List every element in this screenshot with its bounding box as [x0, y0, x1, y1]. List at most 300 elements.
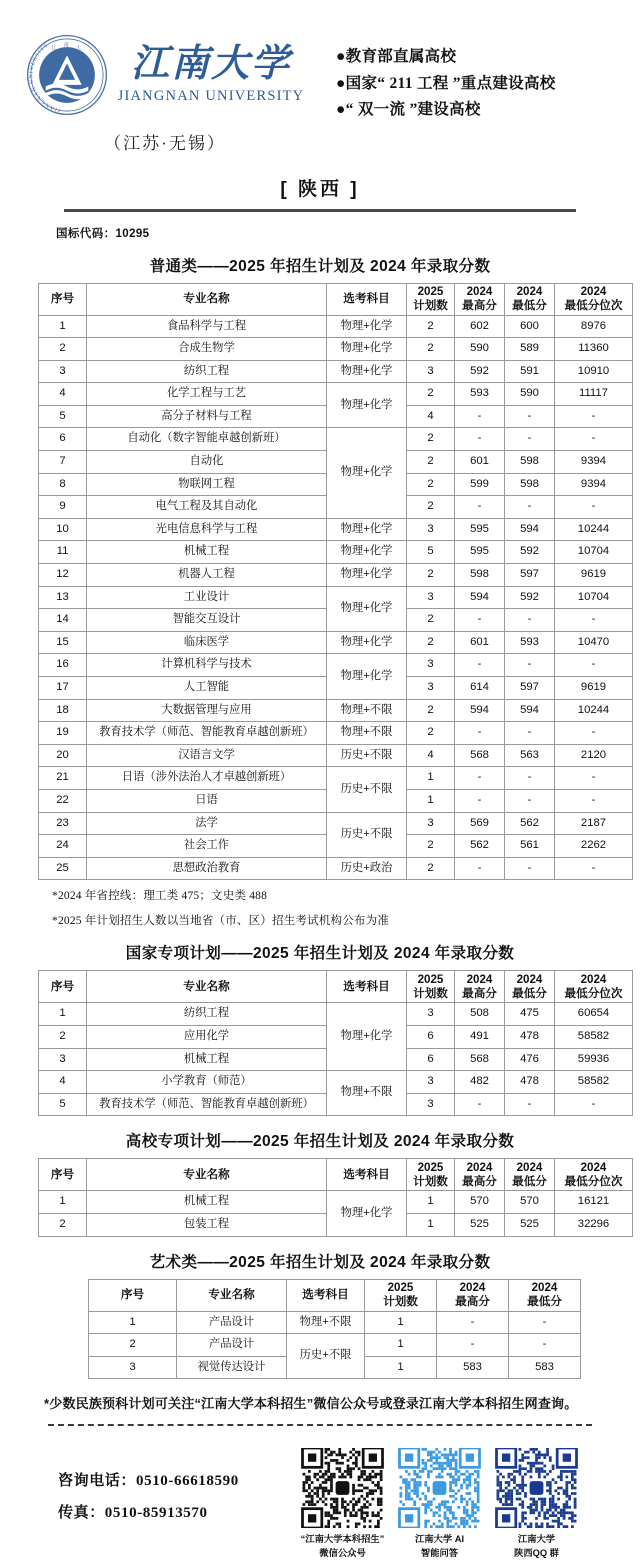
- badge-item: ●国家“ 211 工程 ”重点建设高校: [336, 74, 556, 92]
- col-high: 2024 最高分: [455, 1159, 505, 1191]
- cell-major: 计算机科学与技术: [87, 654, 327, 677]
- cell-rank: 2120: [555, 744, 633, 767]
- cell-low: 570: [505, 1191, 555, 1214]
- cell-high: 595: [455, 541, 505, 564]
- cell-rank: 10244: [555, 518, 633, 541]
- table-row: [39, 857, 633, 880]
- cell-major: 纺织工程: [87, 1003, 327, 1026]
- cell-rank: 58582: [555, 1025, 633, 1048]
- cell-major: 大数据管理与应用: [87, 699, 327, 722]
- col-low: 2024 最低分: [505, 283, 555, 315]
- cell-subject: 物理+不限: [287, 1311, 365, 1334]
- qr-code-caption: 江南大学 AI 智能问答: [414, 1534, 465, 1558]
- cell-major: 食品科学与工程: [87, 315, 327, 338]
- cell-subject: 物理+化学: [327, 428, 407, 518]
- qr-code-item: [494, 1448, 579, 1560]
- cell-plan: 3: [407, 1003, 455, 1026]
- svg-text:南: 南: [63, 43, 69, 49]
- cell-rank: 10470: [555, 631, 633, 654]
- national-special-plan-table: [38, 970, 633, 1116]
- cell-no: 19: [39, 722, 87, 745]
- cell-high: 601: [455, 451, 505, 474]
- cell-plan: 2: [407, 564, 455, 587]
- cell-rank: -: [555, 654, 633, 677]
- cell-no: 3: [89, 1356, 177, 1379]
- cell-rank: 2262: [555, 835, 633, 858]
- cell-plan: 1: [407, 1191, 455, 1214]
- cell-high: -: [455, 428, 505, 451]
- cell-no: 1: [89, 1311, 177, 1334]
- cell-high: 491: [455, 1025, 505, 1048]
- cell-high: -: [455, 654, 505, 677]
- table-body: [89, 1311, 581, 1379]
- contact-phone: 咨询电话：0510-66618590: [58, 1473, 239, 1490]
- cell-rank: 9619: [555, 677, 633, 700]
- cell-no: 2: [39, 338, 87, 361]
- cell-high: -: [455, 789, 505, 812]
- cell-low: -: [505, 722, 555, 745]
- cell-high: 594: [455, 699, 505, 722]
- cell-rank: -: [555, 857, 633, 880]
- badge-list: [336, 34, 556, 124]
- note-line-1: *2024 年省控线：理工类 475；文史类 488: [52, 890, 268, 903]
- university-special-plan-table: [38, 1158, 633, 1236]
- cell-subject: 物理+化学: [327, 360, 407, 383]
- table-row: [39, 744, 633, 767]
- cell-plan: 2: [407, 315, 455, 338]
- cell-subject: 物理+化学: [327, 1191, 407, 1236]
- cell-subject: 历史+政治: [327, 857, 407, 880]
- cell-high: -: [455, 857, 505, 880]
- col-plan: 2025 计划数: [407, 1159, 455, 1191]
- cell-low: 591: [505, 360, 555, 383]
- cell-no: 4: [39, 1071, 87, 1094]
- cell-plan: 2: [407, 473, 455, 496]
- cell-low: 562: [505, 812, 555, 835]
- cell-plan: 2: [407, 699, 455, 722]
- cell-no: 1: [39, 1003, 87, 1026]
- cell-major: 自动化: [87, 451, 327, 474]
- col-high: 2024 最高分: [455, 971, 505, 1003]
- col-no: 序号: [39, 1159, 87, 1191]
- cell-high: 593: [455, 383, 505, 406]
- cell-plan: 3: [407, 586, 455, 609]
- cell-low: 592: [505, 541, 555, 564]
- cell-no: 4: [39, 383, 87, 406]
- cell-rank: 9619: [555, 564, 633, 587]
- cell-plan: 2: [407, 835, 455, 858]
- cell-low: 598: [505, 451, 555, 474]
- svg-text:江: 江: [51, 46, 56, 52]
- logo-row: [26, 34, 305, 116]
- university-name-en: JIANGNAN UNIVERSITY: [117, 87, 305, 104]
- cell-subject: 历史+不限: [287, 1334, 365, 1379]
- cell-no: 15: [39, 631, 87, 654]
- cell-major: 机械工程: [87, 1048, 327, 1071]
- cell-no: 2: [89, 1334, 177, 1357]
- col-rank: 2024 最低分位次: [555, 1159, 633, 1191]
- col-rank: 2024 最低分位次: [555, 971, 633, 1003]
- cell-major: 教育技术学（师范、智能教育卓越创新班）: [87, 1093, 327, 1116]
- table-row: [39, 767, 633, 790]
- col-low: 2024 最低分: [505, 971, 555, 1003]
- cell-plan: 2: [407, 451, 455, 474]
- cell-low: 593: [505, 631, 555, 654]
- cell-rank: 58582: [555, 1071, 633, 1094]
- cell-low: 561: [505, 835, 555, 858]
- cell-no: 1: [39, 315, 87, 338]
- cell-low: -: [505, 405, 555, 428]
- cell-high: 570: [455, 1191, 505, 1214]
- cell-rank: 10704: [555, 586, 633, 609]
- cell-no: 11: [39, 541, 87, 564]
- badge-item: ●“ 双一流 ”建设高校: [336, 101, 481, 119]
- cell-major: 应用化学: [87, 1025, 327, 1048]
- cell-plan: 3: [407, 1093, 455, 1116]
- cell-high: 601: [455, 631, 505, 654]
- table-row: [39, 654, 633, 677]
- cell-subject: 历史+不限: [327, 812, 407, 857]
- table-row: [89, 1334, 581, 1357]
- cell-low: 597: [505, 677, 555, 700]
- cell-no: 3: [39, 360, 87, 383]
- col-subject: 选考科目: [327, 283, 407, 315]
- cell-rank: 32296: [555, 1213, 633, 1236]
- col-no: 序号: [39, 283, 87, 315]
- cell-low: -: [505, 609, 555, 632]
- cell-major: 产品设计: [177, 1334, 287, 1357]
- cell-no: 23: [39, 812, 87, 835]
- col-subject: 选考科目: [327, 1159, 407, 1191]
- svg-text:大: 大: [75, 46, 81, 52]
- university-location: （江苏·无锡）: [104, 134, 226, 153]
- col-major: 专业名称: [87, 971, 327, 1003]
- cell-rank: 10704: [555, 541, 633, 564]
- qr-code-caption: 江南大学 陕西QQ 群: [514, 1534, 559, 1558]
- cell-high: -: [455, 496, 505, 519]
- cell-low: 589: [505, 338, 555, 361]
- cell-major: 化学工程与工艺: [87, 383, 327, 406]
- cell-high: 569: [455, 812, 505, 835]
- cell-major: 电气工程及其自动化: [87, 496, 327, 519]
- col-no: 序号: [39, 971, 87, 1003]
- cell-plan: 2: [407, 857, 455, 880]
- cell-major: 社会工作: [87, 835, 327, 858]
- cell-subject: 物理+化学: [327, 338, 407, 361]
- cell-rank: 10910: [555, 360, 633, 383]
- col-subject: 选考科目: [287, 1279, 365, 1311]
- cell-major: 机械工程: [87, 1191, 327, 1214]
- section-title: 高校专项计划——2025 年招生计划及 2024 年录取分数: [125, 1133, 515, 1151]
- table-row: [89, 1311, 581, 1334]
- table-row: [39, 586, 633, 609]
- cell-plan: 5: [407, 541, 455, 564]
- cell-no: 18: [39, 699, 87, 722]
- cell-no: 22: [39, 789, 87, 812]
- cell-high: 594: [455, 586, 505, 609]
- section-title: 国家专项计划——2025 年招生计划及 2024 年录取分数: [125, 945, 515, 963]
- col-low: 2024 最低分: [509, 1279, 581, 1311]
- qr-code-item: [397, 1448, 482, 1560]
- cell-subject: 物理+化学: [327, 631, 407, 654]
- cell-rank: 9394: [555, 473, 633, 496]
- qq-qr: [494, 1448, 579, 1528]
- cell-low: 478: [505, 1071, 555, 1094]
- footer-divider: [48, 1424, 592, 1426]
- cell-low: 476: [505, 1048, 555, 1071]
- cell-major: 教育技术学（师范、智能教育卓越创新班）: [87, 722, 327, 745]
- cell-no: 5: [39, 405, 87, 428]
- cell-major: 日语: [87, 789, 327, 812]
- cell-subject: 物理+化学: [327, 383, 407, 428]
- minority-prep-note: *少数民族预科计划可关注“江南大学本科招生”微信公众号或登录江南大学本科招生网查询。: [44, 1396, 578, 1412]
- cell-major: 临床医学: [87, 631, 327, 654]
- cell-major: 高分子材料与工程: [87, 405, 327, 428]
- contact-block: [0, 1444, 300, 1560]
- col-subject: 选考科目: [327, 971, 407, 1003]
- cell-low: 525: [505, 1213, 555, 1236]
- col-high: 2024 最高分: [455, 283, 505, 315]
- table-row: [39, 1071, 633, 1094]
- table-body: [39, 1191, 633, 1236]
- university-seal-icon: [26, 34, 108, 116]
- col-major: 专业名称: [177, 1279, 287, 1311]
- cell-plan: 3: [407, 812, 455, 835]
- cell-high: 592: [455, 360, 505, 383]
- table-row: [39, 428, 633, 451]
- cell-high: 602: [455, 315, 505, 338]
- cell-plan: 3: [407, 360, 455, 383]
- cell-no: 25: [39, 857, 87, 880]
- cell-high: -: [455, 609, 505, 632]
- logo-block: [0, 34, 330, 154]
- cell-rank: -: [555, 789, 633, 812]
- cell-low: 594: [505, 518, 555, 541]
- section-title: 艺术类——2025 年招生计划及 2024 年录取分数: [149, 1253, 491, 1271]
- cell-no: 16: [39, 654, 87, 677]
- cell-rank: 11360: [555, 338, 633, 361]
- col-plan: 2025 计划数: [365, 1279, 437, 1311]
- table-row: [39, 360, 633, 383]
- cell-plan: 1: [365, 1334, 437, 1357]
- cell-high: -: [455, 767, 505, 790]
- cell-subject: 物理+化学: [327, 518, 407, 541]
- cell-high: 508: [455, 1003, 505, 1026]
- cell-major: 法学: [87, 812, 327, 835]
- wechat-qr: [300, 1448, 385, 1528]
- cell-major: 物联网工程: [87, 473, 327, 496]
- cell-major: 自动化（数字智能卓越创新班）: [87, 428, 327, 451]
- cell-plan: 1: [407, 1213, 455, 1236]
- contact-fax: 传真：0510-85913570: [58, 1504, 208, 1521]
- cell-low: -: [505, 428, 555, 451]
- cell-plan: 2: [407, 496, 455, 519]
- cell-high: -: [455, 1093, 505, 1116]
- table-row: [39, 338, 633, 361]
- cell-major: 人工智能: [87, 677, 327, 700]
- table-row: [39, 699, 633, 722]
- cell-no: 1: [39, 1191, 87, 1214]
- cell-low: 563: [505, 744, 555, 767]
- cell-high: 595: [455, 518, 505, 541]
- cell-major: 机器人工程: [87, 564, 327, 587]
- cell-rank: -: [555, 428, 633, 451]
- table-header-row: [39, 283, 633, 315]
- cell-rank: -: [555, 496, 633, 519]
- cell-major: 小学教育（师范）: [87, 1071, 327, 1094]
- cell-no: 17: [39, 677, 87, 700]
- cell-plan: 2: [407, 383, 455, 406]
- cell-rank: -: [555, 722, 633, 745]
- cell-high: 598: [455, 564, 505, 587]
- qr-code-item: [300, 1448, 385, 1560]
- cell-major: 汉语言文学: [87, 744, 327, 767]
- cell-no: 2: [39, 1025, 87, 1048]
- ai-qr: [397, 1448, 482, 1528]
- cell-low: 597: [505, 564, 555, 587]
- cell-subject: 物理+化学: [327, 654, 407, 699]
- table-row: [39, 812, 633, 835]
- province-title: [ 陕西 ]: [280, 179, 360, 200]
- cell-rank: -: [555, 1093, 633, 1116]
- table-body: [39, 315, 633, 880]
- cell-no: 10: [39, 518, 87, 541]
- cell-rank: 9394: [555, 451, 633, 474]
- cell-no: 8: [39, 473, 87, 496]
- note-line-2: *2025 年计划招生人数以当地省（市、区）招生考试机构公布为准: [52, 915, 390, 928]
- cell-rank: 16121: [555, 1191, 633, 1214]
- cell-high: 590: [455, 338, 505, 361]
- table-row: [39, 564, 633, 587]
- col-rank: 2024 最低分位次: [555, 283, 633, 315]
- cell-low: 592: [505, 586, 555, 609]
- table-header-row: [89, 1279, 581, 1311]
- cell-subject: 物理+不限: [327, 722, 407, 745]
- table-row: [39, 541, 633, 564]
- cell-high: 614: [455, 677, 505, 700]
- cell-plan: 3: [407, 518, 455, 541]
- cell-no: 3: [39, 1048, 87, 1071]
- cell-plan: 1: [407, 789, 455, 812]
- cell-subject: 物理+不限: [327, 699, 407, 722]
- cell-rank: 8976: [555, 315, 633, 338]
- cell-rank: 59936: [555, 1048, 633, 1071]
- cell-high: -: [437, 1334, 509, 1357]
- cell-high: 583: [437, 1356, 509, 1379]
- cell-high: -: [437, 1311, 509, 1334]
- cell-no: 14: [39, 609, 87, 632]
- cell-low: -: [509, 1311, 581, 1334]
- col-no: 序号: [89, 1279, 177, 1311]
- col-low: 2024 最低分: [505, 1159, 555, 1191]
- cell-plan: 1: [407, 767, 455, 790]
- cell-high: 599: [455, 473, 505, 496]
- cell-plan: 4: [407, 744, 455, 767]
- col-plan: 2025 计划数: [407, 283, 455, 315]
- cell-major: 合成生物学: [87, 338, 327, 361]
- cell-plan: 3: [407, 1071, 455, 1094]
- cell-subject: 物理+化学: [327, 1003, 407, 1071]
- table-header-row: [39, 1159, 633, 1191]
- cell-low: -: [505, 496, 555, 519]
- cell-no: 6: [39, 428, 87, 451]
- cell-no: 7: [39, 451, 87, 474]
- cell-major: 纺织工程: [87, 360, 327, 383]
- col-plan: 2025 计划数: [407, 971, 455, 1003]
- cell-major: 工业设计: [87, 586, 327, 609]
- cell-high: -: [455, 722, 505, 745]
- poster-footer: [0, 1444, 640, 1560]
- table-row: [39, 383, 633, 406]
- badge-item: ●教育部直属高校: [336, 48, 457, 65]
- qr-code-list: [300, 1444, 579, 1560]
- cell-rank: -: [555, 405, 633, 428]
- cell-no: 21: [39, 767, 87, 790]
- cell-high: 568: [455, 1048, 505, 1071]
- cell-major: 视觉传达设计: [177, 1356, 287, 1379]
- table-row: [39, 315, 633, 338]
- svg-text:JIANGNAN UNIVERSITY: JIANGNAN UNIVERSITY: [28, 42, 61, 113]
- cell-high: 568: [455, 744, 505, 767]
- cell-subject: 物理+不限: [327, 1071, 407, 1116]
- cell-major: 包装工程: [87, 1213, 327, 1236]
- col-major: 专业名称: [87, 1159, 327, 1191]
- cell-subject: 历史+不限: [327, 767, 407, 812]
- cell-major: 思想政治教育: [87, 857, 327, 880]
- cell-subject: 历史+不限: [327, 744, 407, 767]
- cell-rank: -: [555, 609, 633, 632]
- cell-plan: 2: [407, 338, 455, 361]
- cell-major: 产品设计: [177, 1311, 287, 1334]
- col-high: 2024 最高分: [437, 1279, 509, 1311]
- cell-plan: 6: [407, 1025, 455, 1048]
- cell-no: 13: [39, 586, 87, 609]
- cell-no: 24: [39, 835, 87, 858]
- cell-rank: 10244: [555, 699, 633, 722]
- cell-plan: 2: [407, 722, 455, 745]
- cell-high: 525: [455, 1213, 505, 1236]
- art-plan-table: [88, 1279, 581, 1380]
- cell-rank: -: [555, 767, 633, 790]
- table-row: [39, 1191, 633, 1214]
- table-row: [39, 631, 633, 654]
- qr-code-caption: “江南大学本科招生” 微信公众号: [300, 1534, 385, 1558]
- cell-low: 478: [505, 1025, 555, 1048]
- cell-major: 智能交互设计: [87, 609, 327, 632]
- cell-low: 583: [509, 1356, 581, 1379]
- cell-low: -: [509, 1334, 581, 1357]
- cell-low: 594: [505, 699, 555, 722]
- table-header-row: [39, 971, 633, 1003]
- table-row: [39, 1003, 633, 1026]
- cell-subject: 物理+化学: [327, 541, 407, 564]
- cell-high: -: [455, 405, 505, 428]
- cell-plan: 3: [407, 654, 455, 677]
- cell-plan: 1: [365, 1356, 437, 1379]
- cell-major: 光电信息科学与工程: [87, 518, 327, 541]
- poster-header: [0, 0, 640, 154]
- national-code: 国标代码：10295: [56, 227, 150, 240]
- cell-plan: 2: [407, 428, 455, 451]
- cell-major: 日语（涉外法治人才卓越创新班）: [87, 767, 327, 790]
- cell-plan: 1: [365, 1311, 437, 1334]
- section-title: 普通类——2025 年招生计划及 2024 年录取分数: [149, 257, 491, 275]
- cell-rank: 2187: [555, 812, 633, 835]
- university-wordmark: [118, 45, 305, 105]
- cell-major: 机械工程: [87, 541, 327, 564]
- cell-plan: 4: [407, 405, 455, 428]
- cell-no: 20: [39, 744, 87, 767]
